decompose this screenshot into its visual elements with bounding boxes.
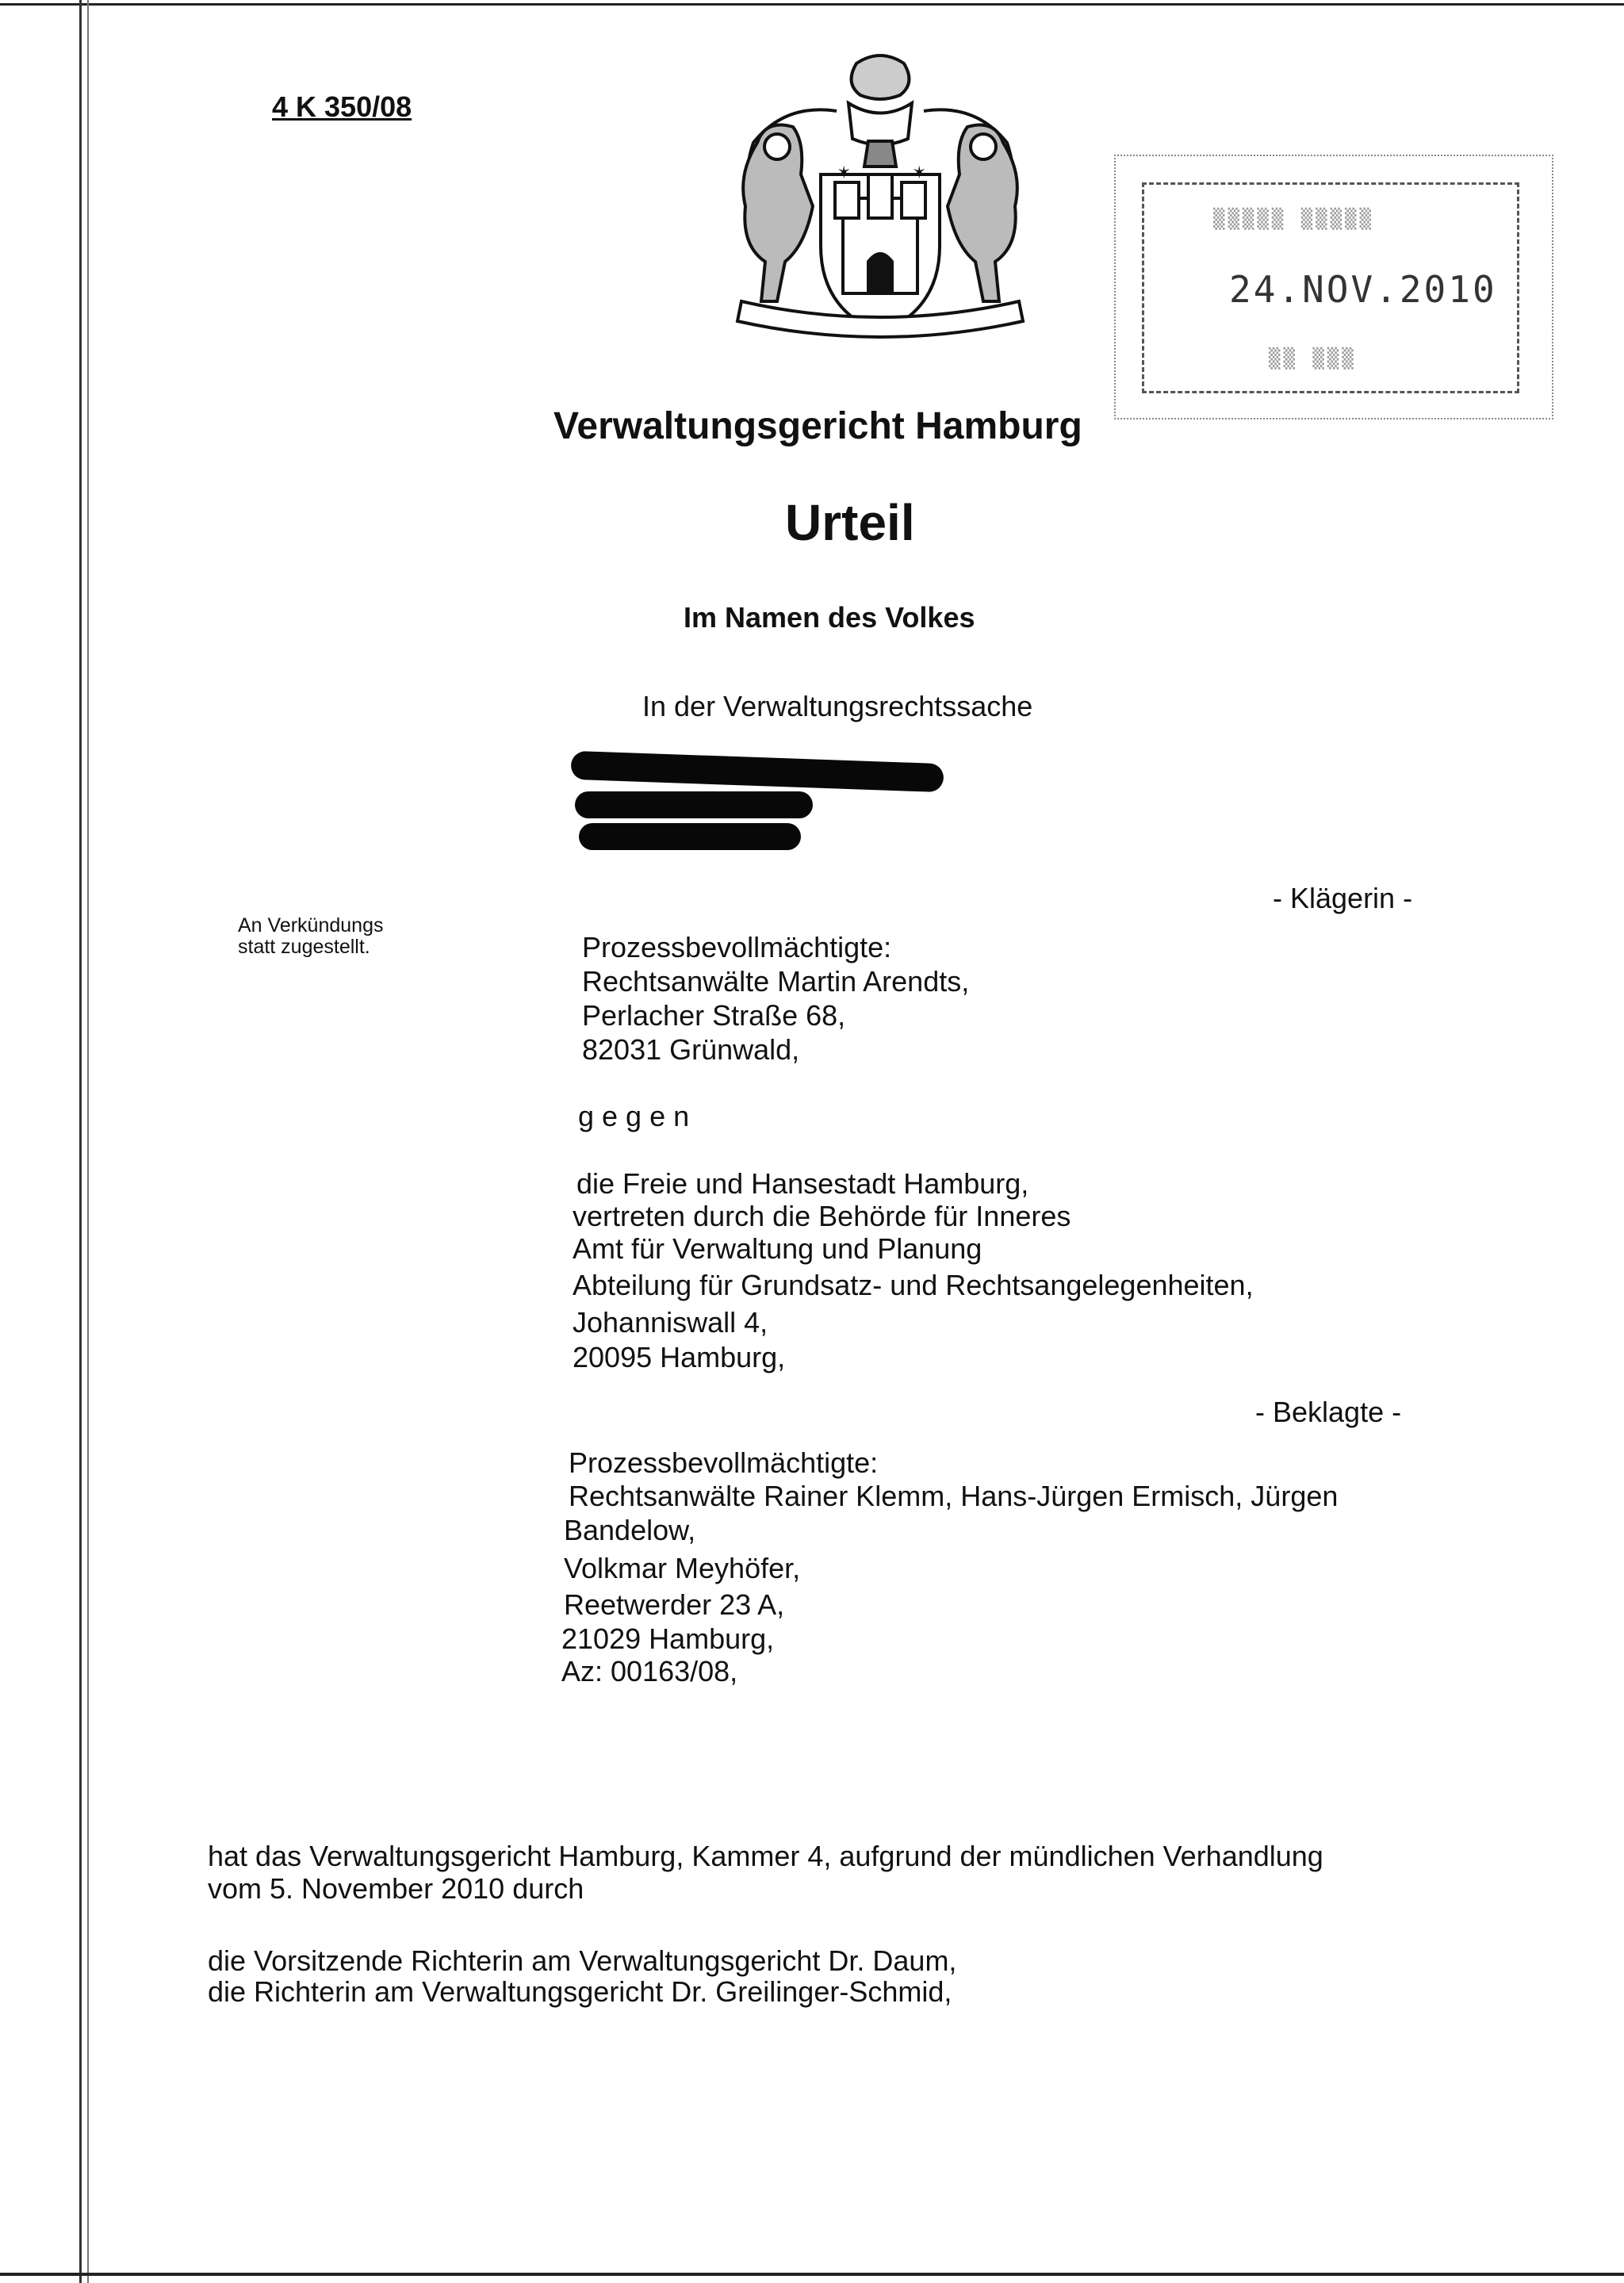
stamp-faint-text: ▒▒▒▒▒ ▒▒▒▒▒ bbox=[1213, 208, 1374, 230]
defendant-address-line: Amt für Verwaltung und Planung bbox=[573, 1232, 982, 1265]
court-name: Verwaltungsgericht Hamburg bbox=[553, 405, 1082, 447]
case-number: 4 K 350/08 bbox=[272, 90, 412, 123]
defendant-counsel-line: Bandelow, bbox=[564, 1514, 696, 1546]
defendant-counsel-line: 21029 Hamburg, bbox=[561, 1622, 775, 1655]
coat-of-arms-emblem bbox=[710, 48, 1051, 349]
binding-line bbox=[79, 0, 82, 2283]
defendant-counsel-line: Volkmar Meyhöfer, bbox=[564, 1552, 801, 1584]
defendant-address-line: Abteilung für Grundsatz- und Rechtsangelegenheiten, bbox=[573, 1269, 1254, 1301]
matter-intro: In der Verwaltungsrechtssache bbox=[642, 690, 1033, 722]
svg-text:✶: ✶ bbox=[837, 163, 852, 183]
judge-line: die Richterin am Verwaltungsgericht Dr. Greilinger-Schmid, bbox=[208, 1975, 952, 2008]
defendant-counsel-line: Reetwerder 23 A, bbox=[564, 1588, 785, 1621]
service-note-line: An Verkündungs bbox=[238, 914, 384, 937]
stamp-date: 24.NOV.2010 bbox=[1229, 268, 1497, 311]
defendant-role: - Beklagte - bbox=[1255, 1396, 1402, 1428]
defendant-counsel-line: Prozessbevollmächtigte: bbox=[569, 1446, 879, 1479]
plaintiff-role: - Klägerin - bbox=[1273, 882, 1413, 914]
redaction-bar bbox=[575, 791, 813, 818]
plaintiff-counsel-line: Prozessbevollmächtigte: bbox=[582, 931, 892, 963]
svg-text:✶: ✶ bbox=[912, 163, 927, 183]
plaintiff-counsel-line: Rechtsanwälte Martin Arendts, bbox=[582, 965, 970, 998]
judge-line: die Vorsitzende Richterin am Verwaltungsgericht Dr. Daum, bbox=[208, 1944, 957, 1977]
plaintiff-counsel-line: 82031 Grünwald, bbox=[582, 1033, 800, 1066]
stamp-faint-text: ▒▒ ▒▒▒ bbox=[1269, 347, 1357, 370]
defendant-address-line: Johanniswall 4, bbox=[573, 1306, 768, 1339]
redaction-bar bbox=[571, 751, 944, 792]
defendant-address-line: 20095 Hamburg, bbox=[573, 1341, 786, 1373]
defendant-counsel-line: Rechtsanwälte Rainer Klemm, Hans-Jürgen Ermisch, Jürgen bbox=[569, 1480, 1339, 1512]
binding-line bbox=[87, 0, 89, 2283]
page-bottom-edge bbox=[0, 2273, 1624, 2276]
service-note-line: statt zugestellt. bbox=[238, 936, 370, 958]
redaction-bar bbox=[579, 823, 801, 850]
document-type: Urteil bbox=[785, 494, 915, 551]
defendant-address-line: die Freie und Hansestadt Hamburg, bbox=[576, 1167, 1029, 1200]
ruling-intro-line: vom 5. November 2010 durch bbox=[208, 1872, 584, 1905]
defendant-counsel-line: Az: 00163/08, bbox=[561, 1655, 738, 1687]
versus-label: g e g e n bbox=[578, 1100, 690, 1132]
plaintiff-counsel-line: Perlacher Straße 68, bbox=[582, 999, 846, 1032]
defendant-address-line: vertreten durch die Behörde für Inneres bbox=[573, 1200, 1071, 1232]
page-top-edge bbox=[0, 3, 1624, 6]
ruling-intro-line: hat das Verwaltungsgericht Hamburg, Kammer 4, aufgrund der mündlichen Verhandlung bbox=[208, 1840, 1323, 1872]
verdict-formula: Im Namen des Volkes bbox=[684, 601, 975, 634]
